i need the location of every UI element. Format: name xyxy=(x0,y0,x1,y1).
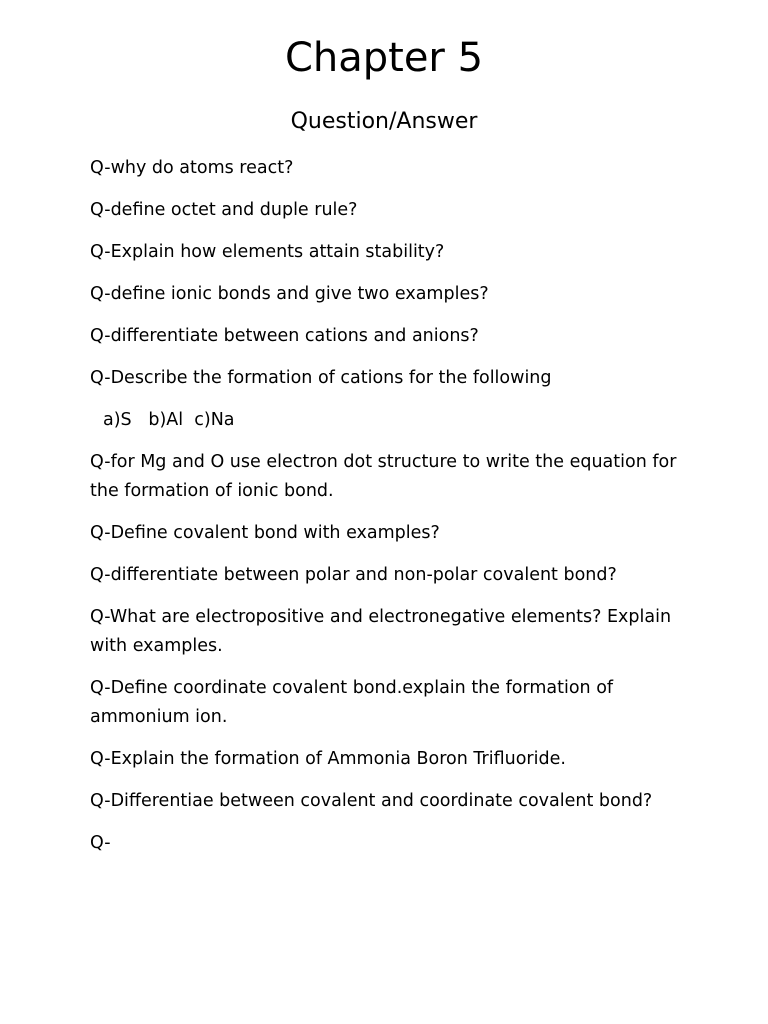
question-item: Q-why do atoms react? xyxy=(90,158,294,178)
page-subtitle: Question/Answer xyxy=(290,109,478,134)
question-item: Q-Define covalent bond with examples? xyxy=(90,523,440,543)
question-item: Q-Define coordinate covalent bond.explain the formation of ammonium ion. xyxy=(90,678,614,727)
question-item: Q-define ionic bonds and give two examples? xyxy=(90,284,489,304)
question-item: Q-Explain how elements attain stability? xyxy=(90,242,445,262)
question-item: Q-What are electropositive and electronegative elements? Explain with examples. xyxy=(90,607,672,656)
question-item: Q-differentiate between cations and anions? xyxy=(90,326,479,346)
question-subparts: a)S b)Al c)Na xyxy=(103,410,235,430)
question-item: Q-Describe the formation of cations for the following xyxy=(90,368,552,388)
question-item: Q-Differentiae between covalent and coordinate covalent bond? xyxy=(90,791,653,811)
page-title: Chapter 5 xyxy=(284,35,484,81)
question-item: Q- xyxy=(90,833,111,853)
question-item: Q-Explain the formation of Ammonia Boron Trifluoride. xyxy=(90,749,566,769)
question-item: Q-differentiate between polar and non-polar covalent bond? xyxy=(90,565,617,585)
question-item: Q-for Mg and O use electron dot structure to write the equation for the formation of ionic bond. xyxy=(90,452,677,501)
question-item: Q-define octet and duple rule? xyxy=(90,200,358,220)
question-list xyxy=(90,154,690,871)
